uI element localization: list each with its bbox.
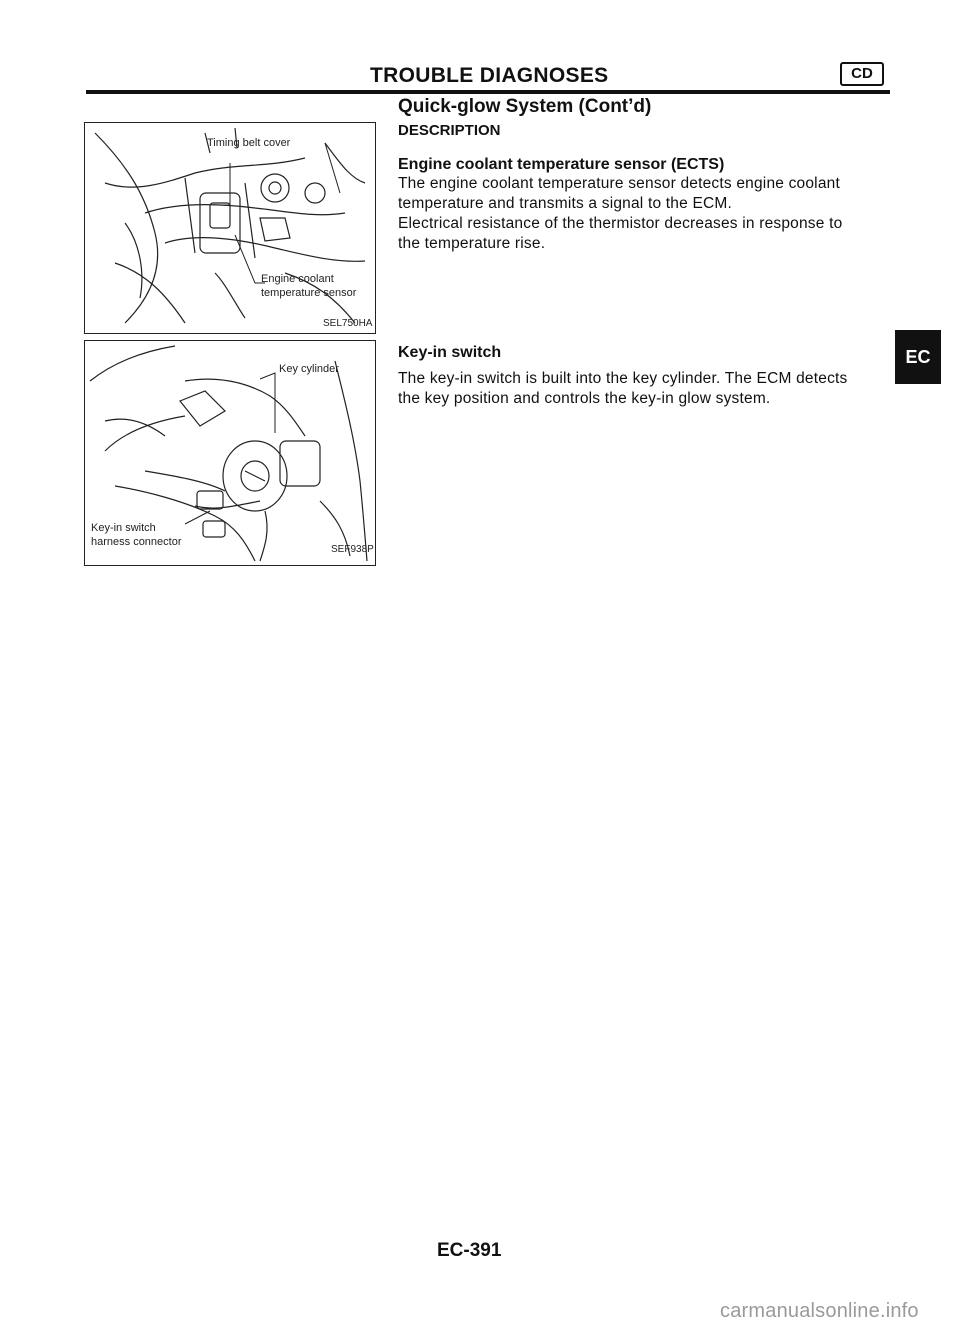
section-title: Quick-glow System (Cont’d) [398,96,652,117]
header-rule [86,90,890,94]
figure-ects [84,122,376,334]
ects-heading: Engine coolant temperature sensor (ECTS) [398,156,725,173]
ects-label-line2: temperature sensor [261,287,357,299]
description-heading: DESCRIPTION [398,122,501,139]
figure-code: SEL750HA [323,318,373,329]
ects-line: Electrical resistance of the thermistor decreases in response to [398,215,843,232]
keyin-paragraph [398,369,847,409]
watermark: carmanualsonline.info [720,1300,919,1322]
timing-belt-cover-label: Timing belt cover [207,137,291,149]
keyin-switch-label-line1: Key-in switch [91,522,156,534]
figure-keyin [84,340,376,566]
cd-badge: CD [840,62,884,86]
ects-label-line1: Engine coolant [261,273,334,285]
page-number: EC-391 [437,1240,502,1261]
ects-illustration [85,123,375,333]
keyin-line: The key-in switch is built into the key cylinder. The ECM detects [398,370,848,387]
keyin-heading: Key-in switch [398,344,502,361]
figure-code: SEF938P [331,544,374,555]
ects-line: the temperature rise. [398,235,546,252]
section-tab-ec: EC [895,330,941,384]
page-header-title: TROUBLE DIAGNOSES [370,64,609,87]
key-cylinder-label: Key cylinder [279,363,339,375]
ects-line: temperature and transmits a signal to the ECM. [398,195,732,212]
keyin-switch-label-line2: harness connector [91,536,182,548]
ects-line: The engine coolant temperature sensor detects engine coolant [398,175,840,192]
ects-paragraph [398,174,842,254]
keyin-line: the key position and controls the key-in glow system. [398,390,771,407]
